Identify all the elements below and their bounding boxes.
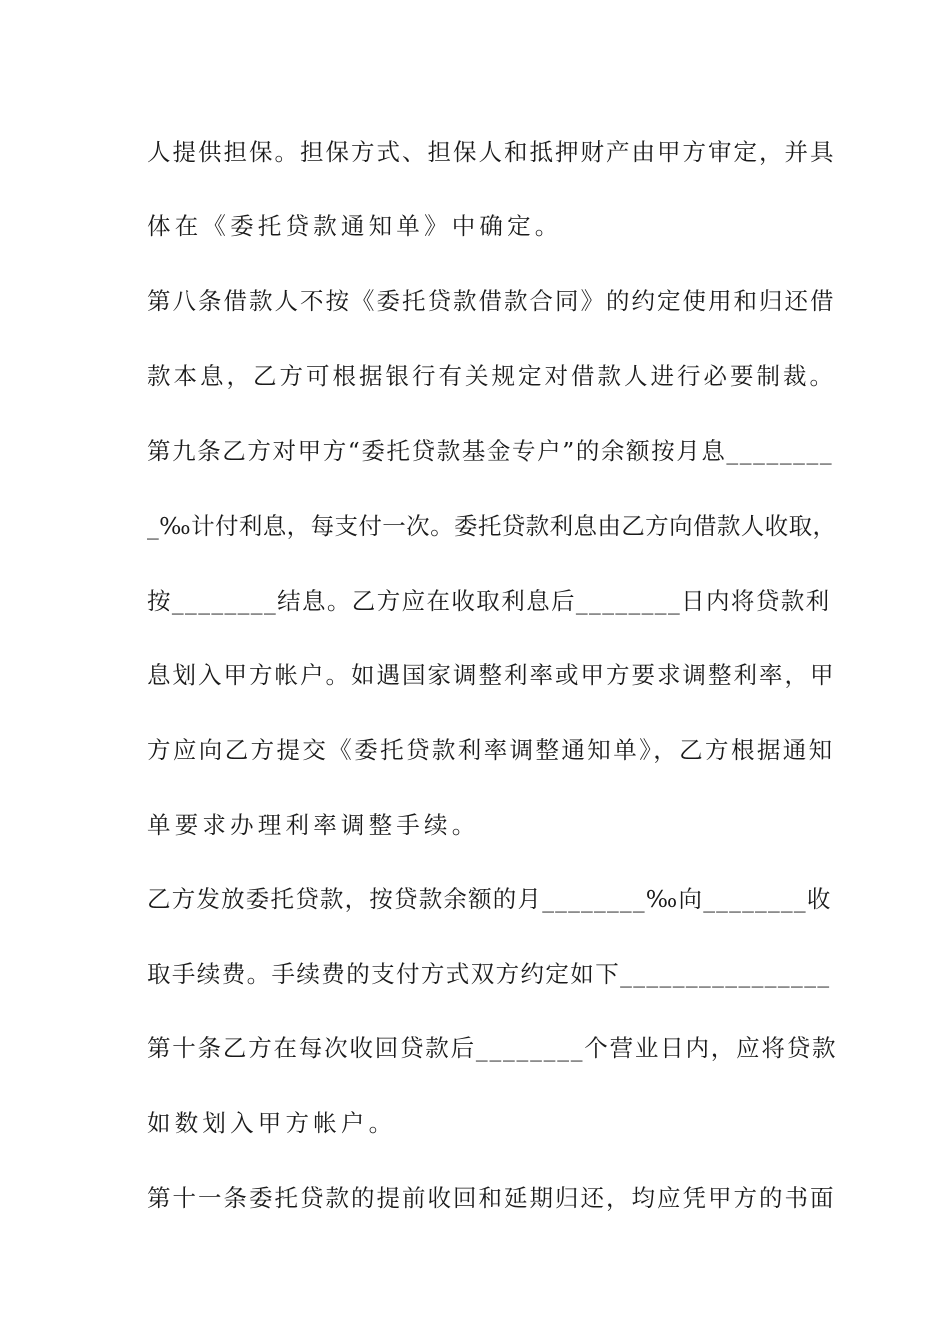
paragraph-line: 方应向乙方提交《委托贷款利率调整通知单》，乙方根据通知	[147, 736, 835, 764]
paragraph-line: 乙方发放委托贷款，按贷款余额的月________‰向________收	[147, 885, 832, 913]
paragraph-line: 第十一条委托贷款的提前收回和延期归还，均应凭甲方的书面	[147, 1184, 836, 1212]
paragraph-line: 第八条借款人不按《委托贷款借款合同》的约定使用和归还借	[147, 287, 836, 315]
paragraph-line: 第九条乙方对甲方“委托贷款基金专户”的余额按月息________	[147, 437, 834, 465]
paragraph-line: 单要求办理利率调整手续。	[147, 811, 480, 839]
paragraph-line: _‰计付利息，每支付一次。委托贷款利息由乙方向借款人收取，	[147, 512, 837, 540]
paragraph-line: 体在《委托贷款通知单》中确定。	[147, 212, 563, 240]
paragraph-line: 人提供担保。担保方式、担保人和抵押财产由甲方审定，并具	[147, 138, 836, 166]
paragraph-line: 如数划入甲方帐户。	[147, 1109, 397, 1137]
paragraph-line: 息划入甲方帐户。如遇国家调整利率或甲方要求调整利率，甲	[147, 661, 836, 689]
paragraph-line: 按________结息。乙方应在收取利息后________日内将贷款利	[147, 587, 831, 615]
paragraph-line: 第十条乙方在每次收回贷款后________个营业日内，应将贷款	[147, 1034, 838, 1062]
paragraph-line: 取手续费。手续费的支付方式双方约定如下________________	[147, 960, 831, 988]
paragraph-line: 款本息，乙方可根据银行有关规定对借款人进行必要制裁。	[147, 362, 836, 390]
